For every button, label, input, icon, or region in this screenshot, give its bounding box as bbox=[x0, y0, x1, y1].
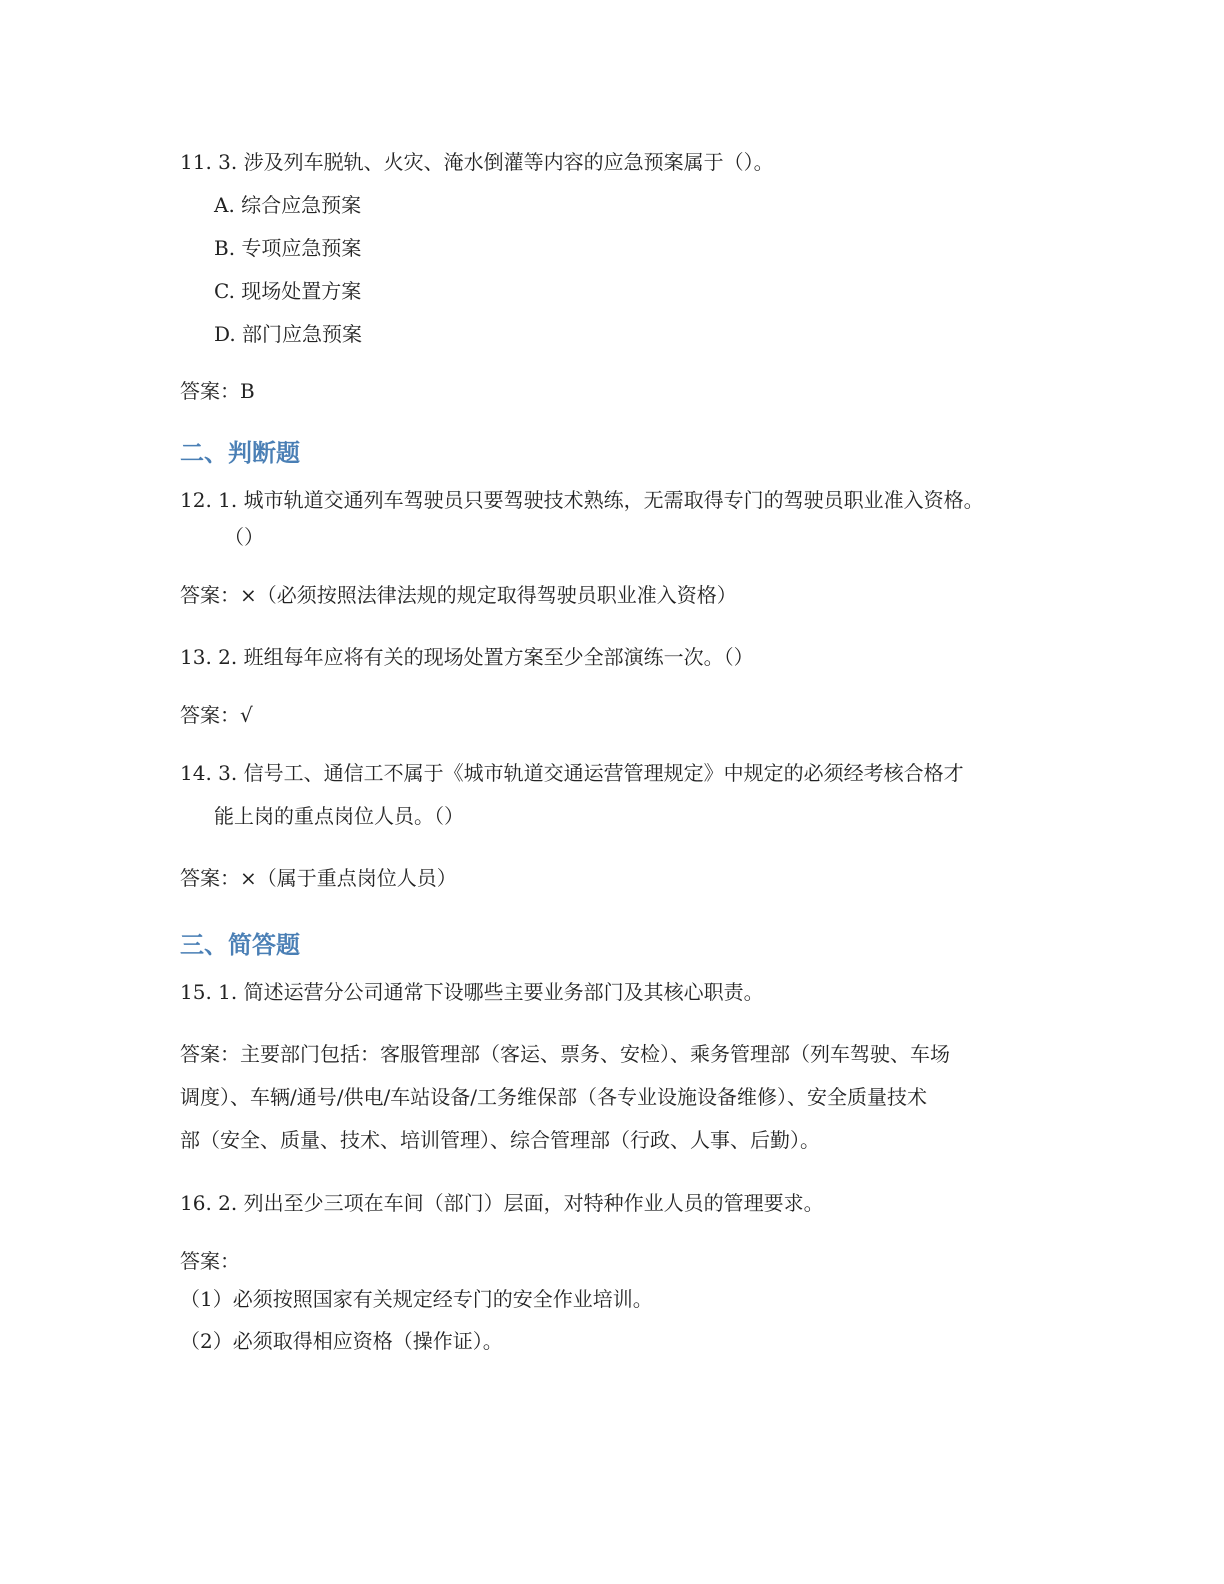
q13-answer: 答案：√ bbox=[180, 703, 253, 727]
section-heading-short-answer: 三、简答题 bbox=[180, 931, 300, 959]
q12-stem-line1: 12. 1. 城市轨道交通列车驾驶员只要驾驶技术熟练，无需取得专门的驾驶员职业准入资格。 bbox=[180, 488, 984, 512]
q15-answer-line2: 调度）、车辆/通号/供电/车站设备/工务维保部（各专业设施设备维修）、安全质量技术 bbox=[180, 1085, 927, 1109]
q11-option-b: B. 专项应急预案 bbox=[214, 236, 362, 260]
q14-stem-line1: 14. 3. 信号工、通信工不属于《城市轨道交通运营管理规定》中规定的必须经考核合格才 bbox=[180, 761, 964, 785]
q14-stem-line2: 能上岗的重点岗位人员。（） bbox=[214, 804, 464, 828]
q11-option-a: A. 综合应急预案 bbox=[214, 193, 362, 217]
q11-option-d: D. 部门应急预案 bbox=[214, 322, 363, 346]
q15-stem: 15. 1. 简述运营分公司通常下设哪些主要业务部门及其核心职责。 bbox=[180, 980, 764, 1004]
section-heading-true-false: 二、判断题 bbox=[180, 439, 300, 467]
q16-stem: 16. 2. 列出至少三项在车间（部门）层面，对特种作业人员的管理要求。 bbox=[180, 1191, 824, 1215]
q15-answer-line1: 答案：主要部门包括：客服管理部（客运、票务、安检）、乘务管理部（列车驾驶、车场 bbox=[180, 1042, 950, 1066]
q16-answer-label: 答案： bbox=[180, 1249, 240, 1273]
q13-stem: 13. 2. 班组每年应将有关的现场处置方案至少全部演练一次。（） bbox=[180, 645, 754, 669]
q11-option-c: C. 现场处置方案 bbox=[214, 279, 362, 303]
q16-answer-item-2: （2）必须取得相应资格（操作证）。 bbox=[180, 1329, 503, 1353]
q15-answer-line3: 部（安全、质量、技术、培训管理）、综合管理部（行政、人事、后勤）。 bbox=[180, 1128, 820, 1152]
q11-answer: 答案：B bbox=[180, 379, 255, 403]
q11-stem: 11. 3. 涉及列车脱轨、火灾、淹水倒灌等内容的应急预案属于（）。 bbox=[180, 150, 774, 174]
q14-answer: 答案：×（属于重点岗位人员） bbox=[180, 866, 457, 890]
q12-stem-line2: （） bbox=[224, 525, 264, 549]
q12-answer: 答案：×（必须按照法律法规的规定取得驾驶员职业准入资格） bbox=[180, 583, 737, 607]
q16-answer-item-1: （1）必须按照国家有关规定经专门的安全作业培训。 bbox=[180, 1287, 653, 1311]
